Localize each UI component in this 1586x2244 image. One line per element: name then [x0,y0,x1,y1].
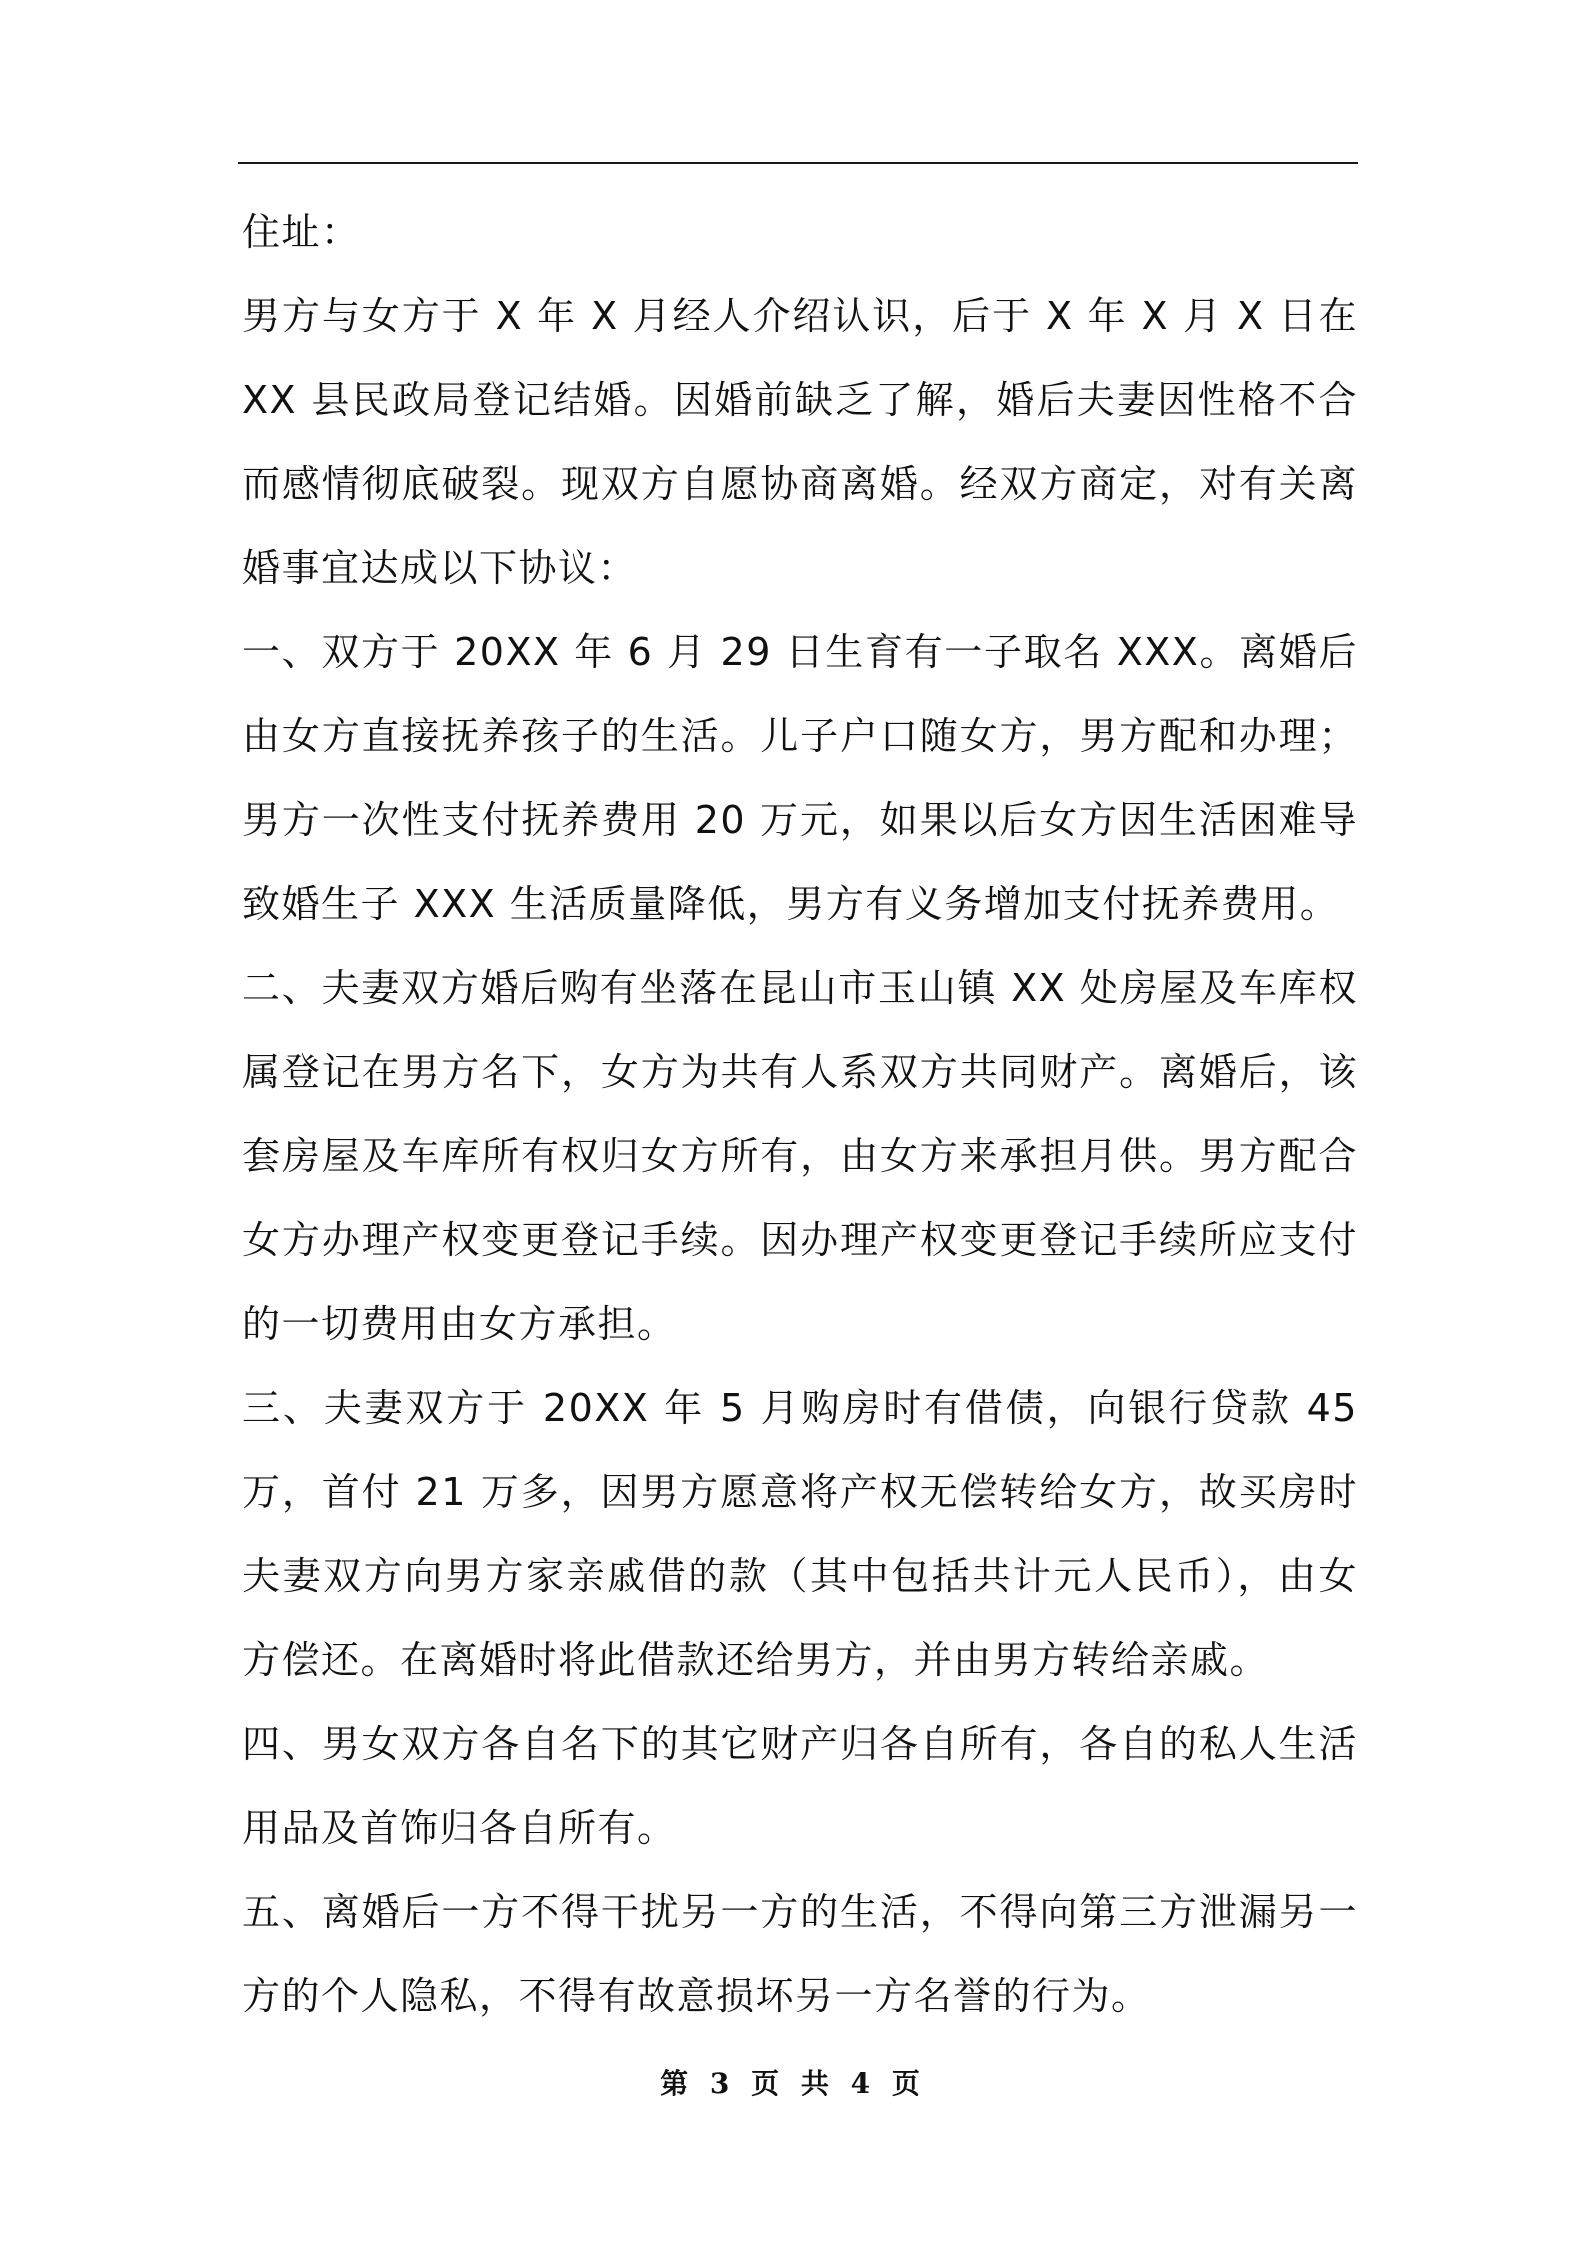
document-body [242,190,1358,2038]
paragraph-clause-2: 二、夫妻双方婚后购有坐落在昆山市玉山镇 XX 处房屋及车库权属登记在男方名下，女方为共有人系双方共同财产。离婚后，该套房屋及车库所有权归女方所有，由女方来承担月供。男方配合女方办理产权变更登记手续。因办理产权变更登记手续所应支付的一切费用由女方承担。 [242,966,1358,1346]
paragraph-clause-1: 一、双方于 20XX 年 6 月 29 日生育有一子取名 XXX。离婚后由女方直接抚养孩子的生活。儿子户口随女方，男方配和办理；男方一次性支付抚养费用 20 万元，如果以后女方因生活困难导致婚生子 XXX 生活质量降低，男方有义务增加支付抚养费用。 [242,630,1358,926]
paragraph-address: 住址： [242,210,361,254]
paragraph-clause-4: 四、男女双方各自名下的其它财产归各自所有，各自的私人生活用品及首饰归各自所有。 [242,1722,1358,1850]
header-divider [238,162,1358,164]
page-number: 第 3 页 共 4 页 [660,2067,926,2100]
paragraph-intro: 男方与女方于 X 年 X 月经人介绍认识，后于 X 年 X 月 X 日在 XX 县民政局登记结婚。因婚前缺乏了解，婚后夫妻因性格不合而感情彻底破裂。现双方自愿协商离婚。经双方商定，对有关离婚事宜达成以下协议： [242,294,1358,590]
paragraph-clause-5: 五、离婚后一方不得干扰另一方的生活，不得向第三方泄漏另一方的个人隐私，不得有故意损坏另一方名誉的行为。 [242,1890,1358,2018]
paragraph-clause-3: 三、夫妻双方于 20XX 年 5 月购房时有借债，向银行贷款 45 万，首付 21 万多，因男方愿意将产权无偿转给女方，故买房时夫妻双方向男方家亲戚借的款（其中包括共计元人民币），由女方偿还。在离婚时将此借款还给男方，并由男方转给亲戚。 [242,1386,1358,1682]
